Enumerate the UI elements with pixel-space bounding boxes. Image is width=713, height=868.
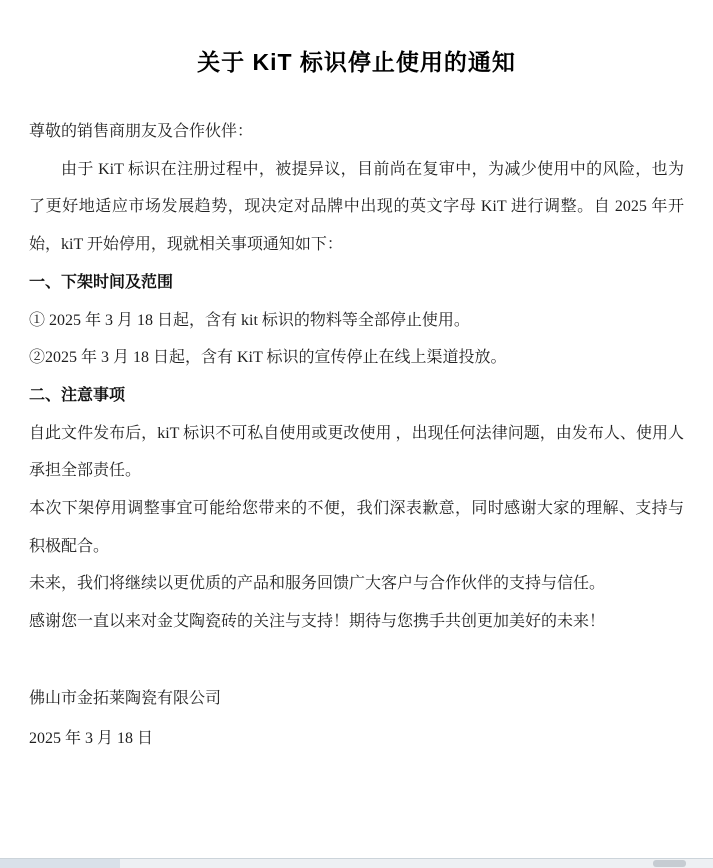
section-2-heading: 二、注意事项 bbox=[29, 386, 126, 404]
signature-date: 2025 年 3 月 18 日 bbox=[29, 729, 154, 747]
horizontal-scrollbar[interactable] bbox=[0, 858, 713, 868]
section-1-heading: 一、下架时间及范围 bbox=[29, 273, 174, 291]
section-2-paragraph-2: 本次下架停用调整事宜可能给您带来的不便，我们深表歉意，同时感谢大家的理解、支持与积极配合。 bbox=[29, 500, 684, 555]
section-2-paragraph-4: 感谢您一直以来对金艾陶瓷砖的关注与支持！期待与您携手共创更加美好的未来！ bbox=[29, 613, 606, 631]
section-2-paragraph-3: 未来，我们将继续以更优质的产品和服务回馈广大客户与合作伙伴的支持与信任。 bbox=[29, 575, 606, 593]
document-content bbox=[0, 47, 713, 757]
section-2-paragraph-1: 自此文件发布后，kiT 标识不可私自使用或更改使用 ，出现任何法律问题，由发布人、使用人承担全部责任。 bbox=[29, 424, 684, 480]
signature-company: 佛山市金拓莱陶瓷有限公司 bbox=[29, 689, 222, 707]
notice-title: 关于 KiT 标识停止使用的通知 bbox=[197, 49, 516, 75]
scrollbar-thumb[interactable] bbox=[653, 860, 686, 867]
greeting-line: 尊敬的销售商朋友及合作伙伴： bbox=[29, 123, 254, 140]
section-1-item-2: ②2025 年 3 月 18 日起，含有 KiT 标识的宣传停止在线上渠道投放。 bbox=[29, 349, 507, 367]
scrollbar-left-segment[interactable] bbox=[0, 859, 120, 868]
intro-paragraph: 由于 KiT 标识在注册过程中，被提异议，目前尚在复审中，为减少使用中的风险，也为了更好地适应市场发展趋势，现决定对品牌中出现的英文字母 KiT 进行调整。自 2025 年开始，kiT 开始停用，现就相关事项通知如下： bbox=[29, 160, 684, 254]
signature-block bbox=[29, 680, 684, 757]
section-1-item-1: ① 2025 年 3 月 18 日起，含有 kit 标识的物料等全部停止使用。 bbox=[29, 311, 470, 329]
